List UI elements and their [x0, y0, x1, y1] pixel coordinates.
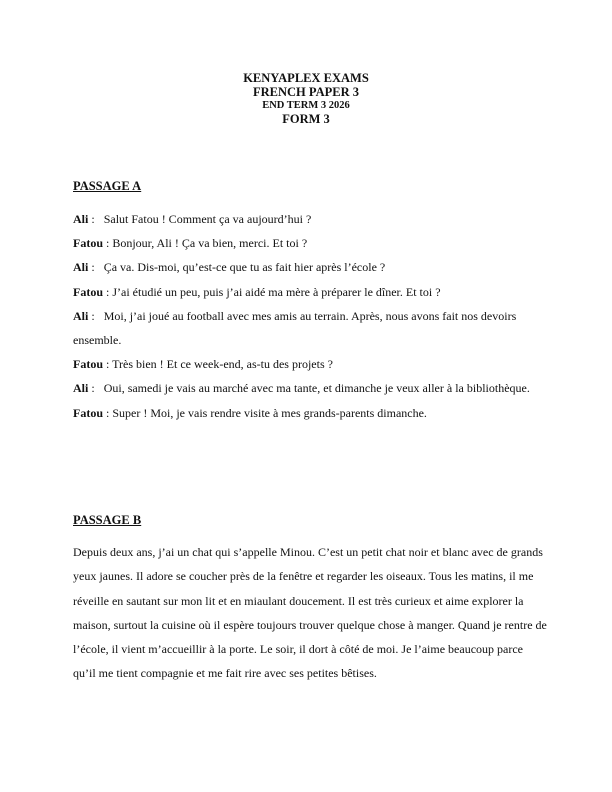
dialogue-text: Salut Fatou ! Comment ça va aujourd’hui ? — [103, 212, 312, 226]
document-header — [0, 71, 612, 126]
speaker-separator: : — [103, 405, 113, 420]
speaker-separator: : — [88, 212, 104, 226]
header-form: FORM 3 — [282, 112, 330, 126]
dialogue-text: Bonjour, Ali ! Ça va bien, merci. Et toi ? — [112, 236, 308, 251]
dialogue-text: Moi, j’ai joué au football avec mes amis au terrain. Après, nous avons fait nos devoirs ensemble. — [73, 308, 517, 348]
dialogue-text: Super ! Moi, je vais rendre visite à mes grands-parents dimanche. — [112, 405, 427, 420]
speaker-name: Ali — [73, 308, 89, 323]
speaker-separator: : — [103, 284, 113, 299]
passage-b-text: Depuis deux ans, j’ai un chat qui s’appelle Minou. C’est un petit chat noir et blanc avec de grands yeux jaunes. Il adore se coucher près de la fenêtre et regarder les oiseaux. Tous les matins, il me réveille en sautant sur mon lit et en miaulant doucement. Il est très curieux et aime explorer la maison, surtout la cuisine où il espère toujours trouver quelque chose à manger. Quand je rentre de l’école, il vient m’accueillir à la porte. Le soir, il dort à côté de moi. Je l’aime beaucoup parce qu’il me tient compagnie et me fait rire avec ses petites bêtises. — [73, 545, 547, 681]
dialogue-line — [73, 280, 543, 304]
speaker-separator: : — [88, 260, 104, 275]
speaker-name: Fatou — [73, 284, 103, 299]
dialogue-line — [73, 255, 543, 279]
dialogue-text: Très bien ! Et ce week-end, as-tu des projets ? — [112, 357, 333, 372]
speaker-separator: : — [88, 381, 104, 396]
dialogue-line — [73, 376, 543, 400]
dialogue-text: Oui, samedi je vais au marché avec ma tante, et dimanche je veux aller à la bibliothèque. — [103, 381, 530, 396]
dialogue-text: Ça va. Dis-moi, qu’est-ce que tu as fait hier après l’école ? — [103, 260, 386, 275]
header-institution: KENYAPLEX EXAMS — [243, 71, 369, 85]
speaker-separator: : — [103, 236, 113, 251]
dialogue-line — [73, 401, 543, 425]
header-paper: FRENCH PAPER 3 — [252, 85, 359, 99]
passage-a-dialogue — [73, 207, 543, 425]
passage-a-title: PASSAGE A — [73, 179, 142, 193]
dialogue-line — [73, 304, 543, 352]
dialogue-text: J’ai étudié un peu, puis j’ai aidé ma mère à préparer le dîner. Et toi ? — [112, 284, 441, 299]
speaker-name: Ali — [73, 212, 89, 226]
header-term: END TERM 3 2026 — [262, 100, 350, 111]
passage-b-title: PASSAGE B — [73, 513, 142, 527]
speaker-name: Ali — [73, 260, 89, 275]
speaker-name: Ali — [73, 381, 89, 396]
dialogue-line — [73, 207, 543, 231]
dialogue-line — [73, 231, 543, 255]
speaker-separator: : — [88, 308, 104, 323]
speaker-name: Fatou — [73, 236, 103, 251]
dialogue-line — [73, 352, 543, 376]
speaker-name: Fatou — [73, 357, 103, 372]
speaker-separator: : — [103, 357, 113, 372]
speaker-name: Fatou — [73, 405, 103, 420]
